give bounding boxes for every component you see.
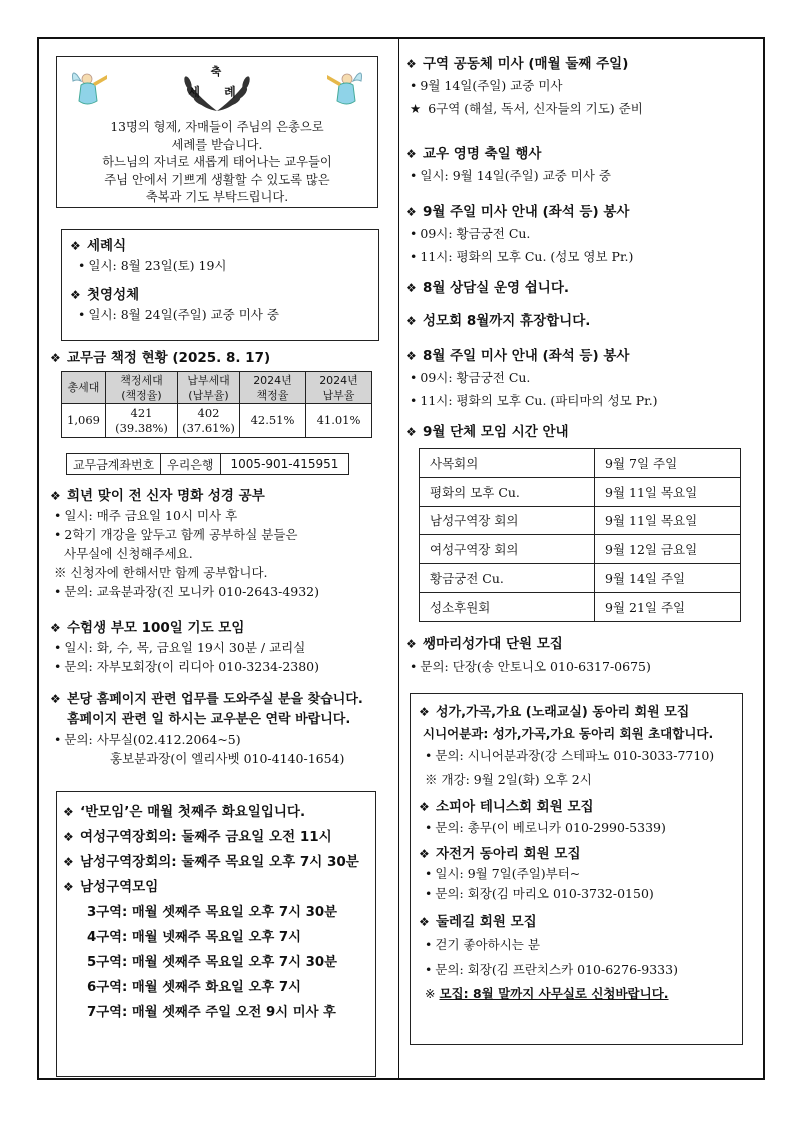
- song-club-note: ※ 개강: 9월 2일(화) 오후 2시: [425, 772, 592, 787]
- community-mass-title: ❖ 구역 공동체 미사 (매월 둘째 주일): [406, 56, 629, 72]
- diamond-icon: ❖: [406, 425, 417, 439]
- fund-total: 1,069: [62, 404, 106, 438]
- diamond-icon: ❖: [406, 281, 417, 295]
- district-meeting: 3구역: 매월 셋째주 목요일 오후 7시 30분: [87, 905, 337, 920]
- august-mass-title: ❖ 8월 주일 미사 안내 (좌석 등) 봉사: [406, 348, 630, 364]
- table-row: [420, 449, 741, 478]
- baptism-rite-date: • 일시: 8월 23일(토) 19시: [78, 258, 227, 273]
- diamond-icon: ❖: [406, 637, 417, 651]
- bible-study-title: ❖ 희년 맞이 전 신자 명화 성경 공부: [50, 488, 265, 504]
- diamond-icon: ❖: [419, 800, 430, 814]
- district-meeting: 7구역: 매월 셋째주 주일 오전 9시 미사 후: [87, 1005, 336, 1020]
- meeting-item: ❖ 남성구역모임: [63, 875, 369, 900]
- mothers-club-notice: ❖ 성모회 8월까지 휴장합니다.: [406, 313, 591, 329]
- fund-header: 2024년 납부율: [306, 372, 372, 404]
- counsel-notice: ❖ 8월 상담실 운영 쉽니다.: [406, 280, 569, 296]
- fund-2024-assigned-rate: 42.51%: [240, 404, 306, 438]
- september-mass-section: [406, 202, 756, 268]
- baptism-title: 세 례: [188, 85, 246, 99]
- homepage-line: 홍보분과장(이 엘리사벳 010-4140-1654): [110, 751, 345, 766]
- bible-study-section: [50, 486, 395, 601]
- song-club-line: • 문의: 시니어분과장(강 스테파노 010-3033-7710): [425, 748, 715, 763]
- song-club-title: ❖ 성가,가곡,가요 (노래교실) 동아리 회원 모집: [419, 702, 734, 723]
- diamond-icon: ❖: [419, 847, 430, 861]
- account-table: [66, 453, 349, 475]
- september-mass-line: • 11시: 평화의 모후 Cu. (성모 영보 Pr.): [410, 249, 634, 264]
- group-name: 남성구역장 회의: [420, 506, 595, 535]
- bank-name: 우리은행: [161, 454, 220, 475]
- choir-recruit-section: [406, 634, 756, 680]
- nameday-title: ❖ 교우 영명 축일 행사: [406, 146, 542, 162]
- community-mass-section: [406, 54, 756, 120]
- diamond-icon: ❖: [406, 147, 417, 161]
- fund-2024-paid-rate: 41.01%: [306, 404, 372, 438]
- diamond-icon: ❖: [406, 314, 417, 328]
- august-mass-line: • 09시: 황금궁전 Cu.: [410, 370, 531, 385]
- diamond-icon: ❖: [406, 205, 417, 219]
- community-line: ★ 6구역 (해설, 독서, 신자들의 기도) 준비: [410, 101, 643, 116]
- diamond-icon: ❖: [50, 621, 61, 635]
- september-mass-line: • 09시: 황금궁전 Cu.: [410, 226, 531, 241]
- column-divider: [398, 37, 399, 1080]
- exam-prayer-section: [50, 618, 395, 676]
- exam-line: • 문의: 자부모회장(이 리디아 010-3234-2380): [54, 659, 320, 674]
- district-meeting: 5구역: 매월 셋째주 목요일 오후 7시 30분: [87, 955, 337, 970]
- group-name: 여성구역장 회의: [420, 535, 595, 564]
- diamond-icon: ❖: [63, 880, 74, 894]
- exam-prayer-title: ❖ 수험생 부모 100일 기도 모임: [50, 620, 245, 636]
- baptism-small-title: 축: [210, 65, 224, 78]
- bible-line: 사무실에 신청해주세요.: [64, 546, 193, 561]
- homepage-section: [50, 689, 395, 768]
- group-date: 9월 11일 목요일: [595, 506, 741, 535]
- table-row: [420, 535, 741, 564]
- walking-club-line: • 문의: 회장(김 프란치스카 010-6276-9333): [425, 962, 678, 977]
- baptism-line: 세례를 받습니다.: [171, 137, 263, 152]
- september-mass-title: ❖ 9월 주일 미사 안내 (좌석 등) 봉사: [406, 204, 630, 220]
- fund-header: 납부세대 (납부율): [178, 372, 240, 404]
- account-number: 1005-901-415951: [220, 454, 349, 475]
- group-date: 9월 21일 주일: [595, 592, 741, 621]
- district-meeting: 4구역: 매월 넷째주 목요일 오후 7시: [87, 930, 301, 945]
- community-line: • 9월 14일(주일) 교중 미사: [410, 78, 563, 93]
- homepage-subtitle: 홈페이지 관련 일 하시는 교우분은 연락 바랍니다.: [67, 712, 351, 727]
- meeting-item: ❖ ‘반모임’은 매월 첫째주 화요일입니다.: [63, 800, 369, 825]
- diamond-icon: ❖: [406, 349, 417, 363]
- fund-header: 총세대: [62, 372, 106, 404]
- exam-line: • 일시: 화, 수, 목, 금요일 19시 30분 / 교리실: [54, 640, 306, 655]
- table-row: [420, 477, 741, 506]
- baptism-line: 하느님의 자녀로 새롭게 태어나는 교우들이: [102, 155, 332, 169]
- club-deadline-note: ※ 모집: 8월 말까지 사무실로 신청바랍니다.: [425, 986, 669, 1001]
- baptism-header: [57, 57, 377, 117]
- august-mass-line: • 11시: 평화의 모후 Cu. (파티마의 성모 Pr.): [410, 393, 658, 408]
- table-row: [420, 592, 741, 621]
- meetings-box: [56, 791, 376, 1077]
- first-communion-date: • 일시: 8월 24일(주일) 교중 미사 중: [78, 307, 279, 322]
- group-date: 9월 7일 주일: [595, 449, 741, 478]
- nameday-section: [406, 144, 756, 188]
- baptism-message: [57, 117, 377, 207]
- group-schedule-title: ❖ 9월 단체 모임 시간 안내: [406, 424, 569, 440]
- bike-club-title: ❖ 자전거 동아리 회원 모집: [419, 846, 581, 862]
- homepage-line: • 문의: 사무실(02.412.2064~5): [54, 732, 241, 747]
- meeting-item: ❖ 여성구역장회의: 둘째주 금요일 오전 11시: [63, 825, 369, 850]
- baptism-line: 축복과 기도 부탁드립니다.: [145, 190, 289, 204]
- diamond-icon: ❖: [70, 239, 81, 253]
- meeting-item: ❖ 남성구역장회의: 둘째주 목요일 오후 7시 30분: [63, 850, 369, 875]
- walking-club-line: • 걷기 좋아하시는 분: [425, 937, 540, 952]
- diamond-icon: ❖: [70, 288, 81, 302]
- diamond-icon: ❖: [419, 915, 430, 929]
- august-mass-section: [406, 346, 756, 412]
- diamond-icon: ❖: [63, 855, 74, 869]
- fund-header: 책정세대 (책정율): [106, 372, 178, 404]
- baptism-notice: [56, 56, 378, 208]
- baptism-rite-title: ❖ 세례식: [70, 238, 127, 254]
- diamond-icon: ❖: [63, 830, 74, 844]
- fund-table: [61, 371, 372, 438]
- diamond-icon: ❖: [419, 705, 430, 719]
- account-label: 교무금계좌번호: [67, 454, 161, 475]
- diamond-icon: ❖: [50, 692, 61, 706]
- group-name: 사목회의: [420, 449, 595, 478]
- bible-note: ※ 신청자에 한해서만 함께 공부합니다.: [54, 565, 268, 580]
- group-date: 9월 11일 목요일: [595, 477, 741, 506]
- group-date: 9월 12일 금요일: [595, 535, 741, 564]
- nameday-line: • 일시: 9월 14일(주일) 교중 미사 중: [410, 168, 611, 183]
- bible-line: • 2학기 개강을 앞두고 함께 공부하실 분들은: [54, 527, 298, 542]
- fund-assigned: 421 (39.38%): [106, 404, 178, 438]
- diamond-icon: ❖: [406, 57, 417, 71]
- angel-icon: [323, 67, 365, 107]
- bike-club-line: • 문의: 회장(김 마리오 010-3732-0150): [425, 886, 654, 901]
- choir-recruit-title: ❖ 쌩마리성가대 단원 모집: [406, 636, 563, 652]
- first-communion-title: ❖ 첫영성체: [70, 287, 140, 303]
- group-name: 황금궁전 Cu.: [420, 564, 595, 593]
- district-meeting: 6구역: 매월 셋째주 화요일 오후 7시: [87, 980, 301, 995]
- tennis-club-line: • 문의: 총무(이 베로니카 010-2990-5339): [425, 820, 666, 835]
- baptism-line: 13명의 형제, 자매들이 주님의 은총으로: [110, 120, 324, 134]
- choir-recruit-line: • 문의: 단장(송 안토니오 010-6317-0675): [410, 659, 651, 674]
- bible-line: • 일시: 매주 금요일 10시 미사 후: [54, 508, 238, 523]
- clubs-box: [410, 693, 743, 1045]
- table-row: [420, 564, 741, 593]
- fund-header: 2024년 책정율: [240, 372, 306, 404]
- fund-title: ❖ 교무금 책정 현황 (2025. 8. 17): [50, 350, 271, 366]
- group-name: 평화의 모후 Cu.: [420, 477, 595, 506]
- rite-box: [61, 229, 379, 341]
- bible-line: • 문의: 교육분과장(진 모니카 010-2643-4932): [54, 584, 320, 599]
- table-row: [420, 506, 741, 535]
- walking-club-title: ❖ 둘레길 회원 모집: [419, 914, 537, 930]
- diamond-icon: ❖: [63, 805, 74, 819]
- homepage-title: ❖ 본당 홈페이지 관련 업무를 도와주실 분을 찾습니다.: [50, 689, 395, 710]
- bike-club-line: • 일시: 9월 7일(주일)부터~: [425, 866, 581, 881]
- tennis-club-title: ❖ 소피아 테니스회 회원 모집: [419, 799, 594, 815]
- group-date: 9월 14일 주일: [595, 564, 741, 593]
- group-schedule-table: [419, 448, 741, 622]
- diamond-icon: ❖: [50, 489, 61, 503]
- group-name: 성소후원회: [420, 592, 595, 621]
- baptism-line: 주님 안에서 기쁘게 생활할 수 있도록 많은: [104, 172, 330, 187]
- diamond-icon: ❖: [50, 351, 61, 365]
- song-club-invite: 시니어분과: 성가,가곡,가요 동아리 회원 초대합니다.: [423, 726, 714, 741]
- fund-paid: 402 (37.61%): [178, 404, 240, 438]
